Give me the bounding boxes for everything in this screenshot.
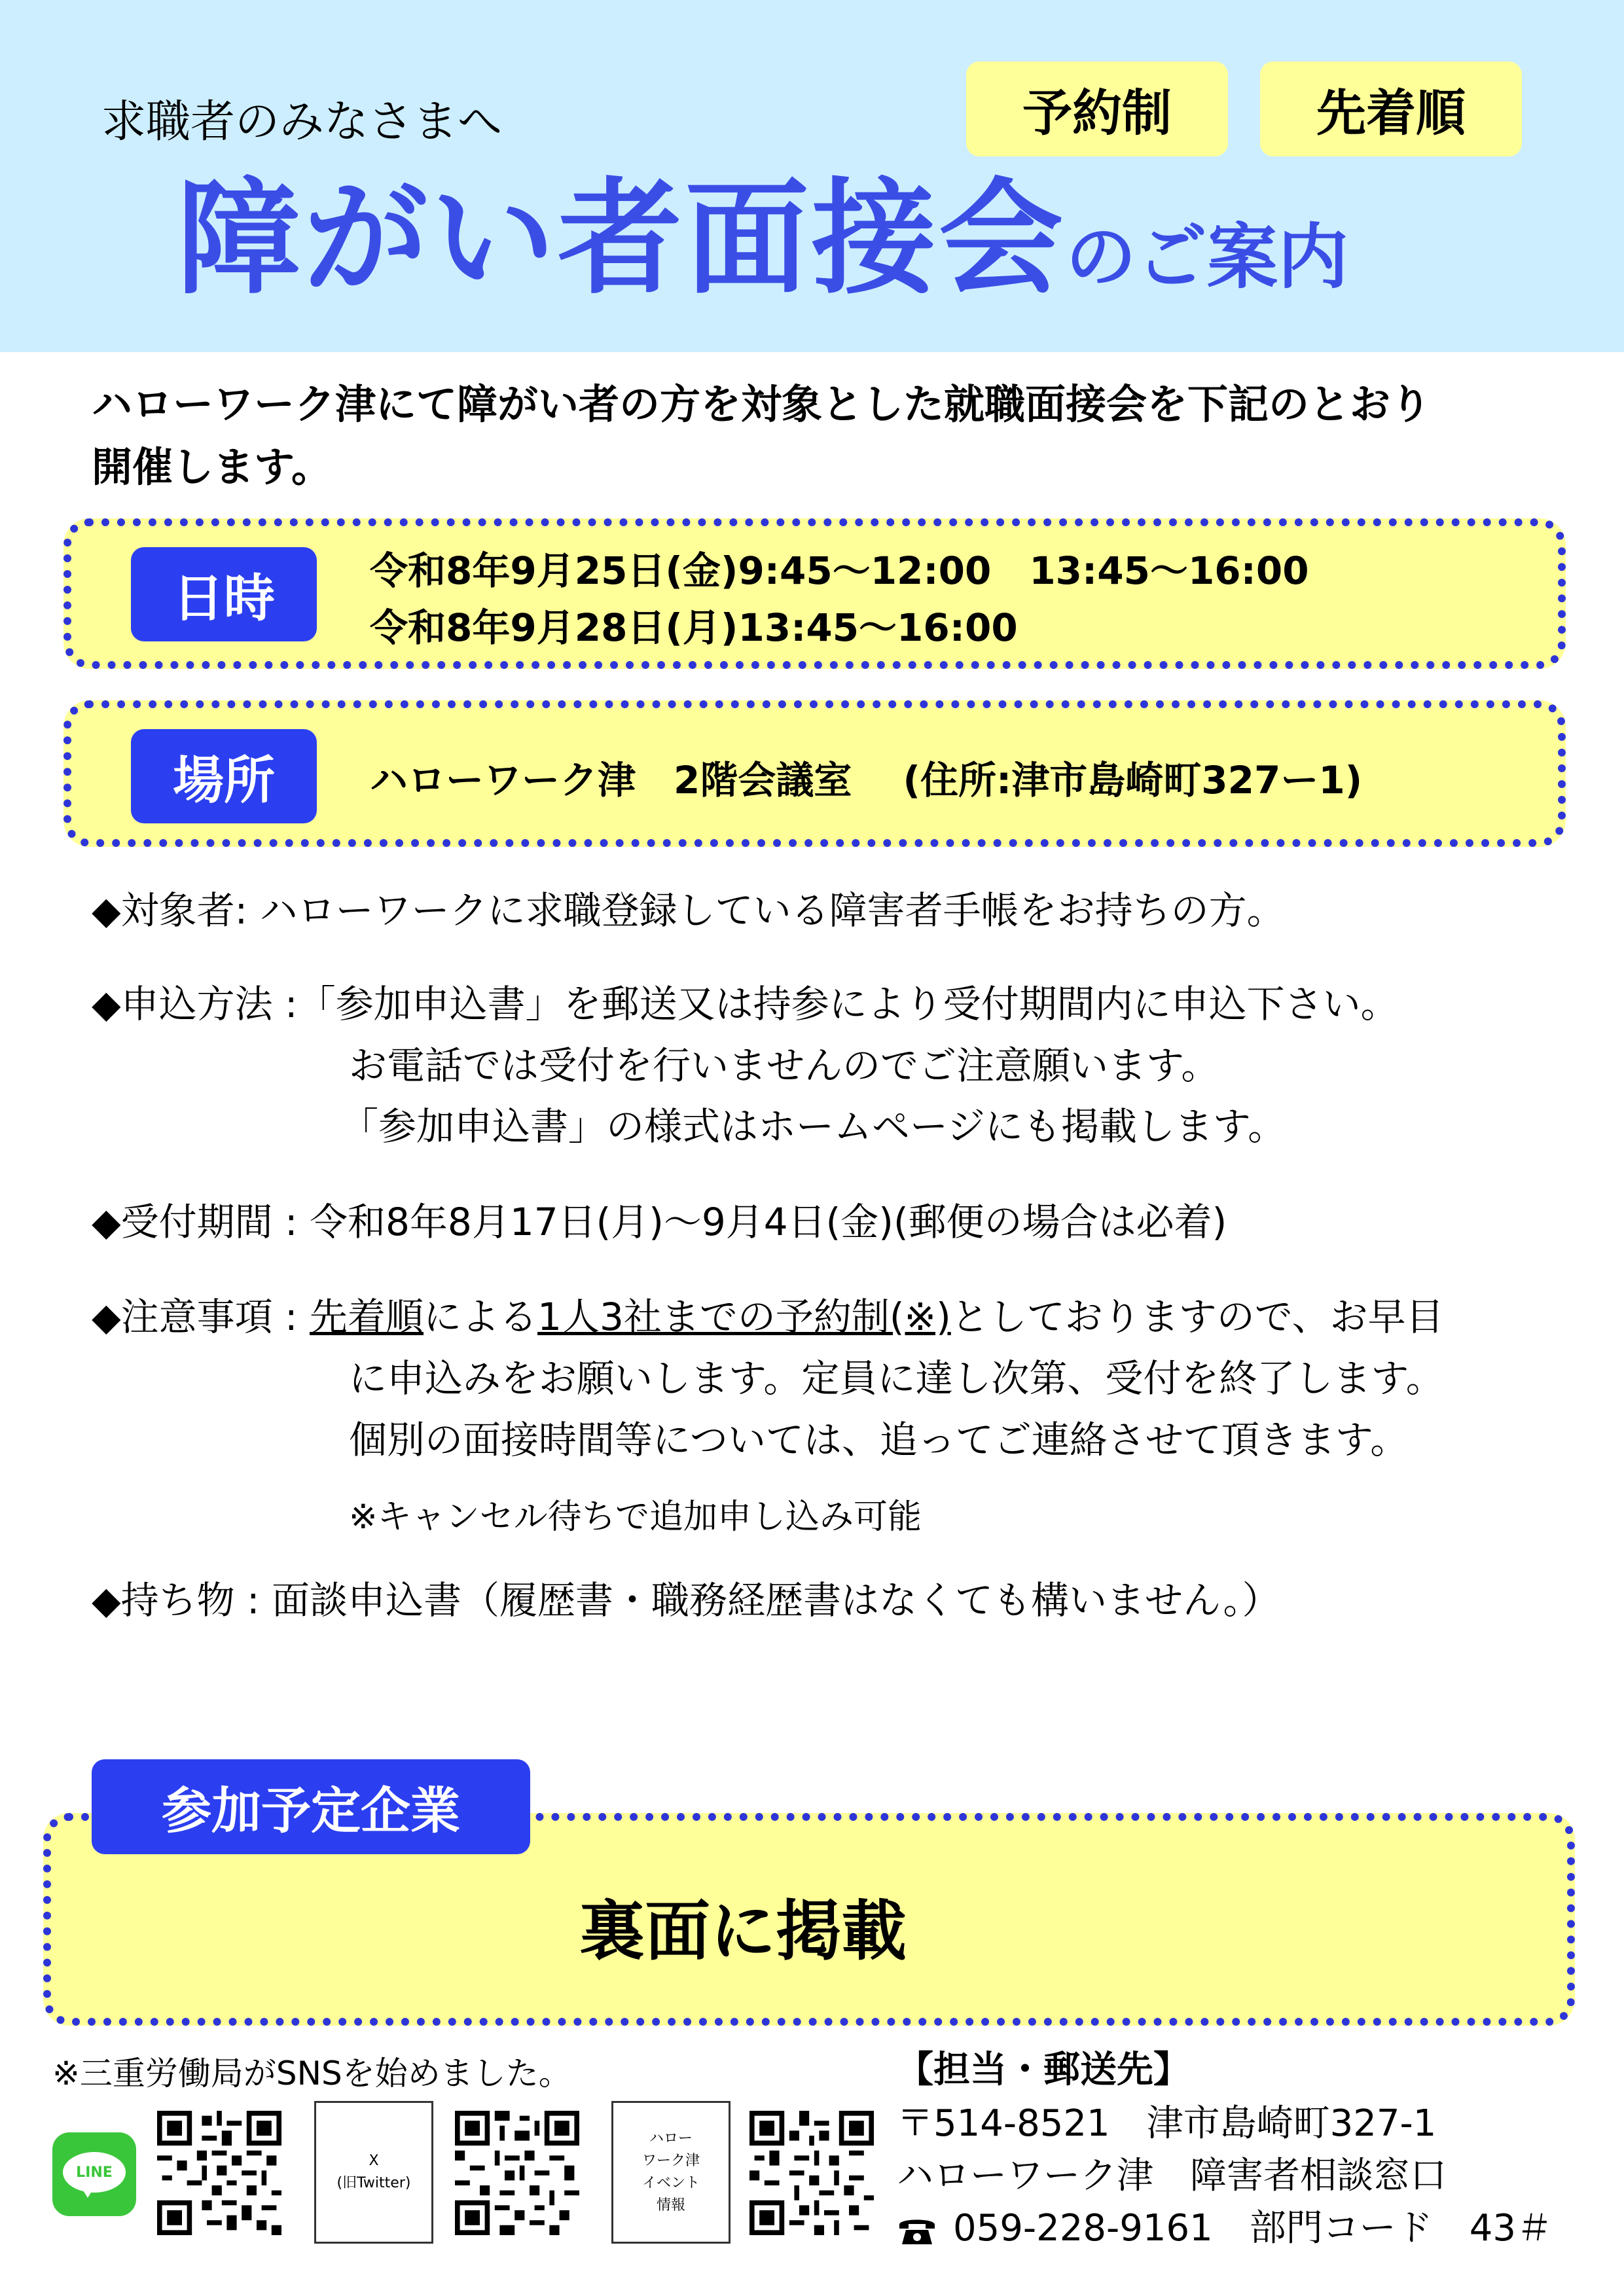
contact-heading: 【担当・郵送先】 (897, 2049, 1190, 2091)
qr-code-line[interactable] (157, 2111, 281, 2235)
apply-item: ◆申込方法 :「参加申込書」を郵送又は持参により受付期間内に申込下さい。 (92, 982, 1399, 1026)
contact-phone-row (897, 2199, 1553, 2251)
intro-line-2: 開催します。 (92, 443, 333, 491)
header-banner (0, 0, 1624, 352)
datetime-label: 日時 (131, 547, 317, 641)
apply-line-2: お電話では受付を行いませんのでご注意願います。 (349, 1043, 1219, 1088)
bring-item: ◆持ち物 : 面談申込書（履歴書・職務経歴書はなくても構いません。） (92, 1578, 1280, 1623)
companies-text: 裏面に掲載 (579, 1893, 907, 1969)
notes-first-come: 先着順 (310, 1295, 424, 1339)
place-text: ハローワーク津 2階会議室 (住所:津市島崎町327ー1) (370, 758, 1363, 802)
contact-phone: 059-228-9161 部門コード 43＃ (953, 2207, 1553, 2250)
target-item: ◆対象者: ハローワークに求職登録している障害者手帳をお持ちの方。 (92, 888, 1285, 933)
x-twitter-box[interactable] (314, 2101, 433, 2244)
badge-first-come: 先着順 (1260, 62, 1522, 156)
notes-mid: による (424, 1295, 538, 1339)
notes-item (92, 1286, 1444, 1348)
event-label-2: ワーク津 (641, 2153, 700, 2169)
x-sub-label: (旧Twitter) (336, 2175, 411, 2191)
period-item: ◆受付期間 : 令和8年8月17日(月)〜9月4日(金)(郵便の場合は必着) (92, 1200, 1227, 1244)
notes-line-2: に申込みをお願いします。定員に達し次第、受付を終了します。 (349, 1356, 1444, 1401)
qr-code-event[interactable] (749, 2111, 874, 2235)
qr-code-x[interactable] (455, 2111, 579, 2235)
page-title (177, 166, 1349, 311)
x-label: X (369, 2153, 379, 2169)
phone-icon (897, 2215, 937, 2246)
event-label-1: ハロー (649, 2130, 693, 2147)
notes-limit: 1人3社までの予約制(※) (537, 1295, 951, 1339)
event-info-box[interactable] (611, 2101, 731, 2244)
title-suffix: のご案内 (1066, 217, 1349, 298)
event-label-4: 情報 (656, 2197, 685, 2214)
contact-address: 〒514-8521 津市島崎町327-1 (897, 2102, 1437, 2145)
notes-cancel-note: ※キャンセル待ちで追加申し込み可能 (349, 1498, 922, 1537)
notes-end: としておりますので、お早目 (950, 1295, 1444, 1339)
contact-office: ハローワーク津 障害者相談窓口 (897, 2155, 1447, 2197)
companies-label: 参加予定企業 (92, 1759, 530, 1854)
sns-note: ※三重労働局がSNSを始めました。 (52, 2054, 571, 2092)
event-label-3: イベント (641, 2175, 700, 2191)
datetime-line-1: 令和8年9月25日(金)9:45〜12:00 13:45〜16:00 (370, 548, 1309, 593)
apply-line-3: 「参加申込書」の様式はホームページにも掲載します。 (340, 1104, 1286, 1149)
line-icon[interactable] (52, 2132, 136, 2216)
place-label: 場所 (131, 729, 317, 823)
badge-reservation: 予約制 (966, 62, 1228, 156)
intro-text (92, 373, 1558, 499)
subtitle: 求職者のみなさまへ (101, 96, 503, 148)
datetime-line-2: 令和8年9月28日(月)13:45〜16:00 (370, 605, 1018, 650)
intro-line-1: ハローワーク津にて障がい者の方を対象とした就職面接会を下記のとおり (92, 380, 1432, 428)
notes-prefix: ◆注意事項 : (92, 1295, 310, 1339)
notes-line-3: 個別の面接時間等については、追ってご連絡させて頂きます。 (349, 1418, 1409, 1462)
line-bubble: LINE (63, 2152, 126, 2193)
title-main: 障がい者面接会 (177, 166, 1066, 311)
